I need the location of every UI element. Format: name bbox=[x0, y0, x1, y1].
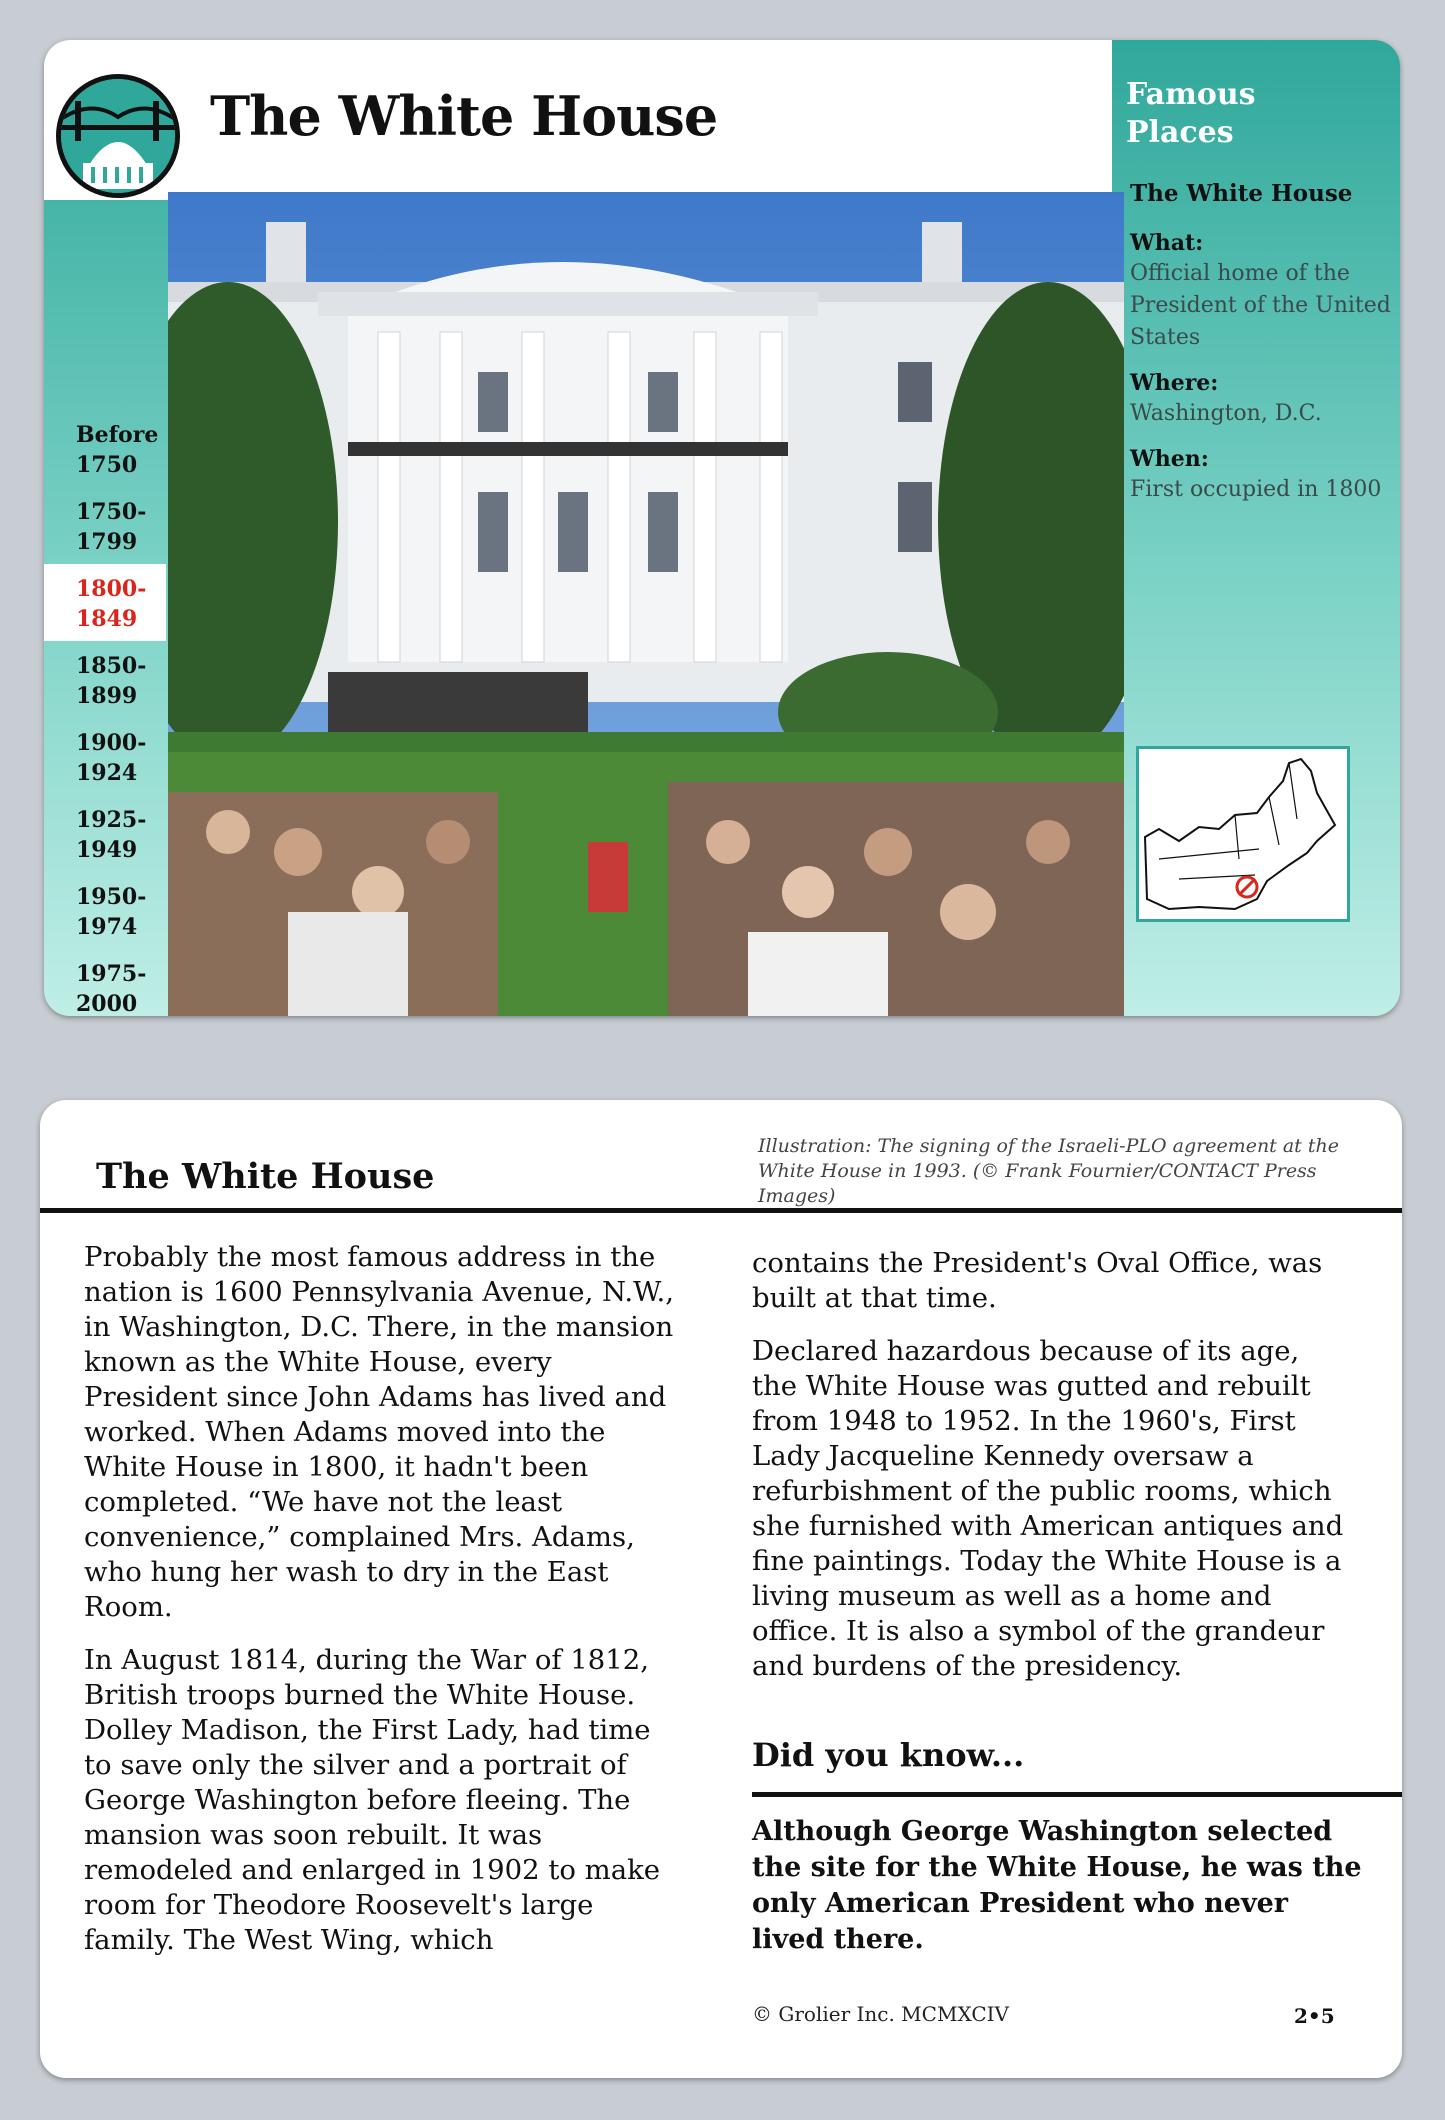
era-1950-1974: 1950- 1974 bbox=[76, 884, 147, 940]
what-value: Official home of the President of the United States bbox=[1130, 261, 1391, 350]
article-paragraph: Probably the most famous address in the nation is 1600 Pennsylvania Avenue, N.W., in Washington, D.C. There, in the mansion known as the White House, every President since John Adams has lived and worked. When Adams moved into the White House in 1800, it hadn't been completed. “We have not the least convenience,” complained Mrs. Adams, who hung her wash to dry in the East Room. bbox=[84, 1241, 675, 1623]
article-column-left bbox=[84, 1240, 684, 1976]
did-you-know-divider bbox=[752, 1792, 1402, 1797]
copyright: © Grolier Inc. MCMXCIV bbox=[752, 2002, 1009, 2026]
front-card bbox=[44, 40, 1400, 1016]
back-title: The White House bbox=[96, 1156, 435, 1197]
era-1975-2000: 1975- 2000 bbox=[76, 961, 147, 1016]
where-value: Washington, D.C. bbox=[1130, 401, 1322, 426]
era-before-1750: Before 1750 bbox=[76, 422, 159, 478]
did-you-know-heading: Did you know... bbox=[752, 1736, 1025, 1774]
era-1750-1799: 1750- 1799 bbox=[76, 499, 147, 555]
sidebar bbox=[1112, 40, 1400, 1016]
when-label: When: bbox=[1130, 446, 1209, 472]
era-1900-1924: 1900- 1924 bbox=[76, 730, 147, 786]
era-timeline bbox=[44, 410, 166, 1016]
title-divider bbox=[40, 1208, 1402, 1213]
front-title: The White House bbox=[210, 84, 718, 148]
era-1800-1849-active: 1800- 1849 bbox=[44, 564, 166, 641]
category-label: Famous Places bbox=[1126, 77, 1256, 150]
where-label: Where: bbox=[1130, 370, 1219, 396]
location-map bbox=[1136, 746, 1350, 922]
era-1925-1949: 1925- 1949 bbox=[76, 807, 147, 863]
bridge-dome-logo-icon bbox=[56, 74, 180, 198]
article-paragraph: contains the President's Oval Office, was built at that time. bbox=[752, 1247, 1323, 1314]
photo-caption: Illustration: The signing of the Israeli-PLO agreement at the White House in 1993. (© Frank Fournier/CONTACT Press Images) bbox=[758, 1135, 1339, 1207]
what-label: What: bbox=[1130, 230, 1204, 256]
white-house-photo bbox=[168, 192, 1124, 1016]
back-card bbox=[40, 1100, 1402, 2078]
when-value: First occupied in 1800 bbox=[1130, 477, 1382, 502]
did-you-know-text: Although George Washington selected the site for the White House, he was the only American President who never lived there. bbox=[752, 1816, 1362, 1955]
front-header bbox=[44, 40, 1112, 200]
card-number: 2•5 bbox=[1294, 2004, 1335, 2028]
sidebar-title: The White House bbox=[1130, 180, 1353, 207]
article-column-right bbox=[752, 1246, 1352, 1702]
era-1850-1899: 1850- 1899 bbox=[76, 653, 147, 709]
article-paragraph: Declared hazardous because of its age, the White House was gutted and rebuilt from 1948 to 1952. In the 1960's, First Lady Jacqueline Kennedy oversaw a refurbishment of the public rooms, which she furnished with American antiques and fine paintings. Today the White House is a living museum as well as a home and office. It is also a symbol of the grandeur and burdens of the presidency. bbox=[752, 1335, 1344, 1682]
article-paragraph: In August 1814, during the War of 1812, British troops burned the White House. Dolley Madison, the First Lady, had time to save only the silver and a portrait of George Washington before fleeing. The mansion was soon rebuilt. It was remodeled and enlarged in 1902 to make room for Theodore Roosevelt's large family. The West Wing, which bbox=[84, 1644, 661, 1956]
